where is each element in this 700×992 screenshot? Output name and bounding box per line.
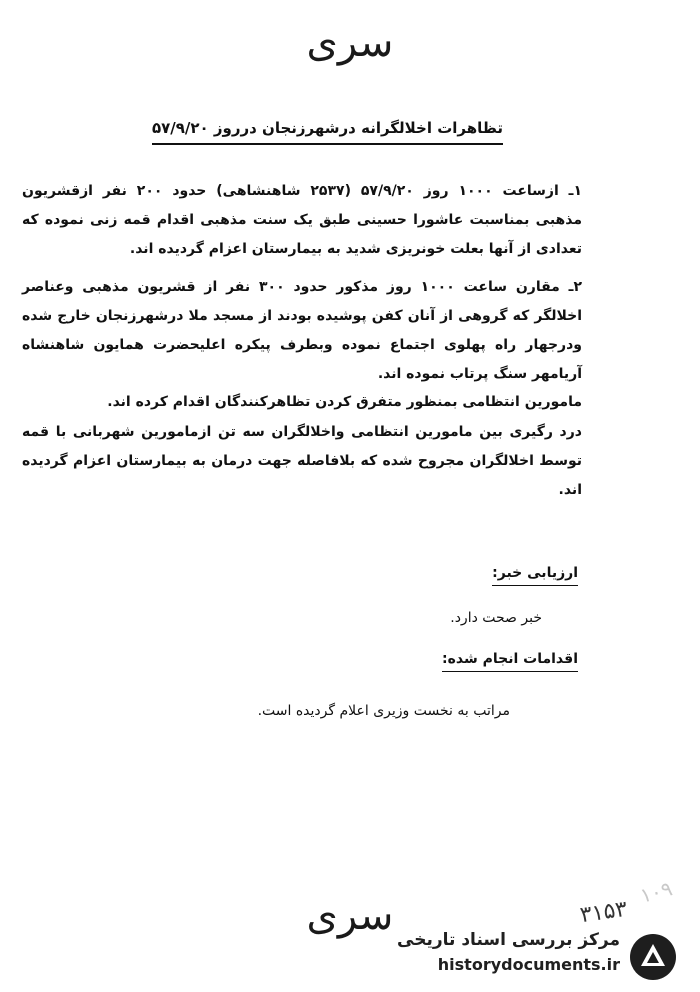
news-evaluation-heading: ارزیابی خبر: [492, 565, 578, 586]
news-evaluation-text: خبر صحت دارد. [450, 610, 542, 626]
handwritten-document-number: ۳۱۵۳ [578, 896, 629, 929]
title-container [140, 118, 515, 145]
archive-watermark [388, 928, 678, 982]
faint-handwritten-mark: ۱۰۹ [637, 876, 675, 908]
archive-logo-icon [628, 932, 678, 982]
paragraph-1: ۱ـ ازساعت ۱۰۰۰ روز ۵۷/۹/۲۰ (۲۵۳۷ شاهنشاهی) حدود ۲۰۰ نفر ازقشریون مذهبی بمناسبت عاشورا حسینی طبق یک سنت مذهبی اقدام قمه زنی نموده که تعدادی از آنها بعلت خونریزی شدید به بیمارستان اعزام گردیده اند. [22, 183, 582, 257]
classification-stamp-bottom: سری [306, 893, 394, 939]
watermark-url: historydocuments.ir [437, 955, 620, 974]
paragraph-4: درد رگیری بین مامورین انتظامی واخلالگران سه تن ازمامورین شهربانی با قمه توسط اخلالگران مجروح شده که بلافاصله جهت درمان به بیمارستان اعزام گردیده اند. [22, 424, 582, 498]
paragraph-3: مامورین انتظامی بمنظور متفرق کردن تظاهرکنندگان اقدام کرده اند. [107, 394, 582, 410]
paragraph-2: ۲ـ مقارن ساعت ۱۰۰۰ روز مذکور حدود ۳۰۰ نفر از قشریون مذهبی وعناصر اخلالگر که گروهی از آنان کفن پوشیده بودند از مسجد ملا درشهرزنجان خارج شده ودرجهار راه پهلوی اجتماع نموده وبطرف پیکره اعلیحضرت همایون شاهنشاه آریامهر سنگ پرتاب نموده اند. [22, 279, 582, 382]
actions-taken-text: مراتب به نخست وزیری اعلام گردیده است. [257, 703, 510, 719]
document-title: تظاهرات اخلالگرانه درشهرزنجان درروز ۵۷/۹/۲۰ [152, 119, 503, 145]
actions-taken-heading: اقدامات انجام شده: [442, 651, 578, 672]
watermark-name: مرکز بررسی اسناد تاریخی [397, 930, 620, 950]
classification-stamp-top: سری [306, 20, 394, 66]
